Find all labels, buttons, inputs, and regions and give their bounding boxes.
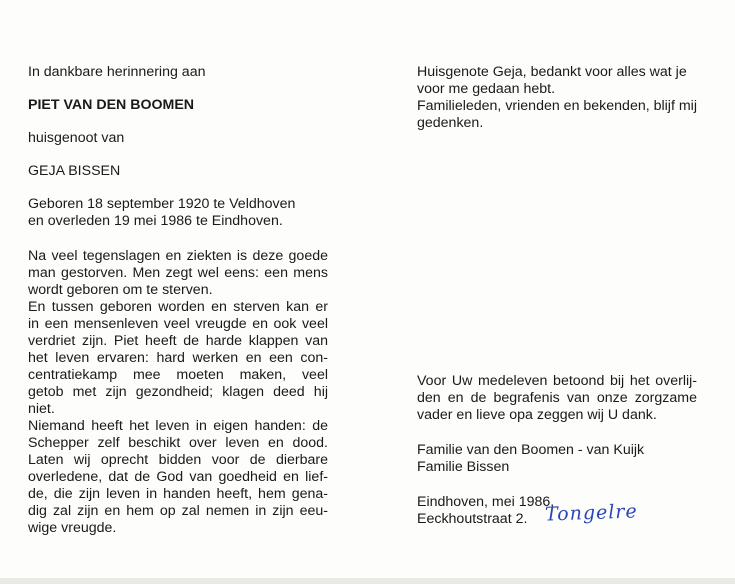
thanks-line: vader en lieve opa zeggen wij U dank. (417, 407, 657, 423)
text-line: En tussen geboren worden en sterven kan er (28, 299, 328, 315)
text-line: Schepper zelf beschikt over leven en dood. (28, 435, 328, 451)
memorial-text (28, 248, 328, 537)
text-line: het leven ervaren: hard werken en een con- (28, 350, 328, 366)
death-line: en overleden 19 mei 1986 te Eindhoven. (28, 213, 283, 229)
intro-text: In dankbare herinnering aan (28, 64, 206, 80)
family-message-line: gedenken. (417, 115, 484, 131)
text-line: niet. (28, 401, 55, 417)
text-line: getob met zijn gezondheid; klagen deed hij (28, 384, 328, 400)
text-line: overledene, dat de God van goedheid en lief- (28, 469, 328, 485)
text-line: Na veel tegenslagen en ziekten is deze goede (28, 248, 328, 264)
family-name: Familie van den Boomen - van Kuijk (417, 442, 645, 458)
text-line: verdriet zijn. Piet heeft de harde klappen van (28, 333, 328, 349)
relation-text: huisgenoot van (28, 130, 125, 146)
text-line: man gestorven. Men zegt wel eens: een mens (28, 265, 328, 281)
thanks-line: Voor Uw medeleven betoond bij het overlij- (417, 373, 697, 389)
birth-line: Geboren 18 september 1920 te Veldhoven (28, 196, 296, 212)
address: Eeckhoutstraat 2. (417, 511, 528, 527)
text-line: wordt geboren om te sterven. (28, 282, 213, 298)
text-line: de, die zijn leven in handen heeft, hem gena- (28, 486, 328, 502)
partner-message-line: Huisgenote Geja, bedankt voor alles wat je (417, 64, 687, 80)
partner-name: GEJA BISSEN (28, 163, 121, 179)
partner-message-line: voor me gedaan hebt. (417, 81, 556, 97)
card-bottom-edge (0, 578, 735, 584)
place-date: Eindhoven, mei 1986, (417, 494, 555, 510)
handwritten-annotation: Tongelre (544, 500, 639, 526)
deceased-name: PIET VAN DEN BOOMEN (28, 97, 195, 113)
text-line: in een mensenleven veel vreugde en ook veel (28, 316, 328, 332)
text-line: wige vreugde. (28, 520, 117, 536)
right-top-column (417, 64, 717, 132)
text-line: dig zal zijn en hem op zal nemen in zijn eeu- (28, 503, 328, 519)
left-column (28, 64, 328, 537)
family-name: Familie Bissen (417, 459, 510, 475)
text-line: Laten wij oprecht bidden voor de dierbare (28, 452, 328, 468)
text-line: Niemand heeft het leven in eigen handen: de (28, 418, 328, 434)
thanks-line: den en de begrafenis van onze zorgzame (417, 390, 697, 406)
family-message-line: Familieleden, vrienden en bekenden, blijf mij (417, 98, 697, 114)
text-line: centratiekamp mee moeten maken, veel (28, 367, 328, 383)
